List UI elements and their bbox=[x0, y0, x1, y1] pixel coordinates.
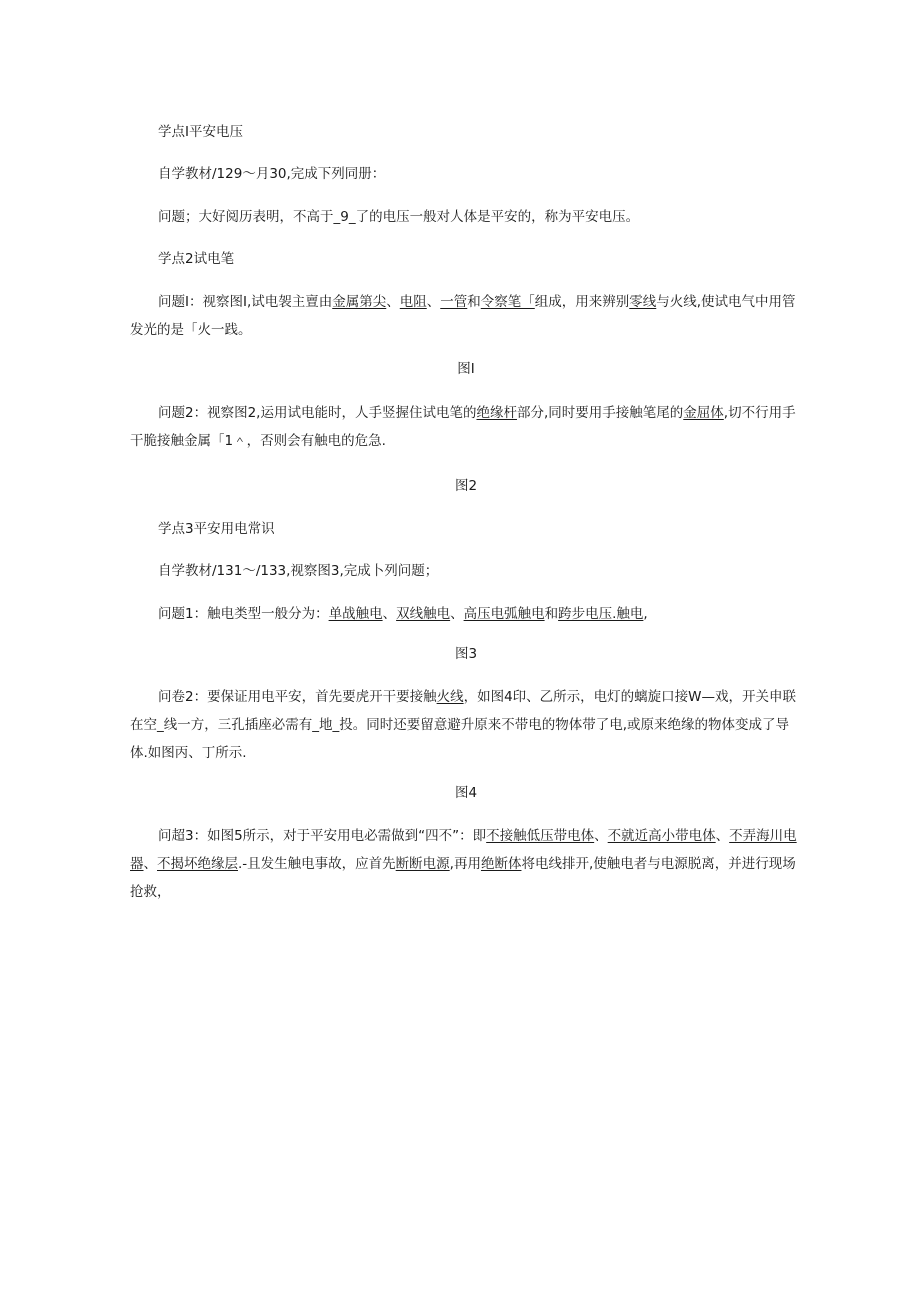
text: 、 bbox=[382, 606, 397, 622]
text: , bbox=[643, 606, 648, 622]
text: 和 bbox=[544, 606, 559, 622]
answer-blank: 高压电弧触电 bbox=[463, 606, 545, 622]
section3-question2 bbox=[130, 683, 802, 767]
section1-heading: 学点Ⅰ平安电压 bbox=[158, 124, 243, 140]
text: 、 bbox=[143, 856, 157, 872]
text: ，如图4印、乙所示，电灯的螭旋口接W—戏，开关申联在空_线一方，三孔插座必需有_地_投。同时还要留意避升原来不带电的物体带了电,或原来绝缘的物体变成了导体.如图丙、丁所示. bbox=[130, 689, 797, 761]
figure-caption-3: 图3 bbox=[454, 646, 478, 662]
text: 问题I：视察图I,试电袈主亶由 bbox=[158, 294, 333, 310]
answer-blank: 金属第尖 bbox=[332, 294, 387, 310]
text: 问题2：视察图2,运用试电能时，人手竖握住试电笔的 bbox=[158, 405, 477, 421]
figure-caption-4: 图4 bbox=[454, 785, 478, 801]
answer-blank: 断断电源 bbox=[395, 856, 450, 872]
text: 、 bbox=[426, 294, 441, 310]
section2-heading: 学点2试电笔 bbox=[158, 251, 235, 267]
answer-blank: 绝断体 bbox=[480, 856, 522, 872]
figure-caption-1: 图I bbox=[457, 361, 475, 377]
answer-blank: 不就近高小带电体 bbox=[607, 828, 716, 844]
text: 、 bbox=[386, 294, 400, 310]
text: 、 bbox=[715, 828, 730, 844]
section3-question1 bbox=[130, 600, 802, 628]
text: 、 bbox=[594, 828, 608, 844]
text: ,切不行用手干脆接触金属「1＾，否则会有触电的危急. bbox=[130, 405, 796, 449]
answer-blank: 不接触低压带电体 bbox=[486, 828, 595, 844]
text: 和 bbox=[467, 294, 481, 310]
section1-question1: 问题；大好阅历表明，不高于_9_了的电压一般对人体是平安的，称为平安电压。 bbox=[158, 209, 640, 225]
figure-caption-2: 图2 bbox=[454, 478, 478, 494]
answer-blank: 一管 bbox=[440, 294, 468, 310]
text: 、 bbox=[450, 606, 464, 622]
section2-question2 bbox=[130, 399, 802, 455]
answer-blank: 令察笔「 bbox=[480, 294, 535, 310]
answer-blank: 火线 bbox=[436, 689, 464, 705]
text: 问超3：如图5所示，对于平安用电必需做到“四不”：即 bbox=[158, 828, 487, 844]
section3-question3 bbox=[130, 822, 802, 906]
text: 组成，用来辨别 bbox=[534, 294, 630, 310]
answer-blank: 零线 bbox=[629, 294, 657, 310]
answer-blank: 金屈体 bbox=[683, 405, 724, 421]
text: 问卷2：要保证用电平安，首先要虎开干要接触 bbox=[158, 689, 437, 705]
text: 将电线排开,使触电者与电源脱离，并进行现场抢救， bbox=[130, 856, 796, 900]
text: 部分,同时要用手接触笔尾的 bbox=[516, 405, 684, 421]
section3-heading: 学点3平安用电常识 bbox=[158, 521, 275, 537]
answer-blank: 不弄海川电器 bbox=[130, 828, 797, 872]
text: 与火线,使试电气中用管发光的是「火一践。 bbox=[130, 294, 796, 338]
section2-question1 bbox=[130, 288, 802, 344]
text: 问题1：触电类型一般分为： bbox=[158, 606, 329, 622]
text: ,再用 bbox=[449, 856, 481, 872]
section3-intro: 自学教材/131〜/133,视察图3,完成卜列问题； bbox=[158, 563, 439, 579]
answer-blank: 绝缘杆 bbox=[476, 405, 517, 421]
answer-blank: 不揭坏绝缘层 bbox=[157, 856, 238, 872]
section1-intro: 自学教材/129〜月30,完成下列同册： bbox=[158, 166, 386, 182]
answer-blank: 双线触电 bbox=[396, 606, 451, 622]
answer-blank: 单战触电 bbox=[328, 606, 383, 622]
answer-blank: 跨步电压.触电 bbox=[558, 606, 644, 622]
answer-blank: 电阻 bbox=[399, 294, 427, 310]
text: .-且发生触电事故，应首先 bbox=[238, 856, 396, 872]
